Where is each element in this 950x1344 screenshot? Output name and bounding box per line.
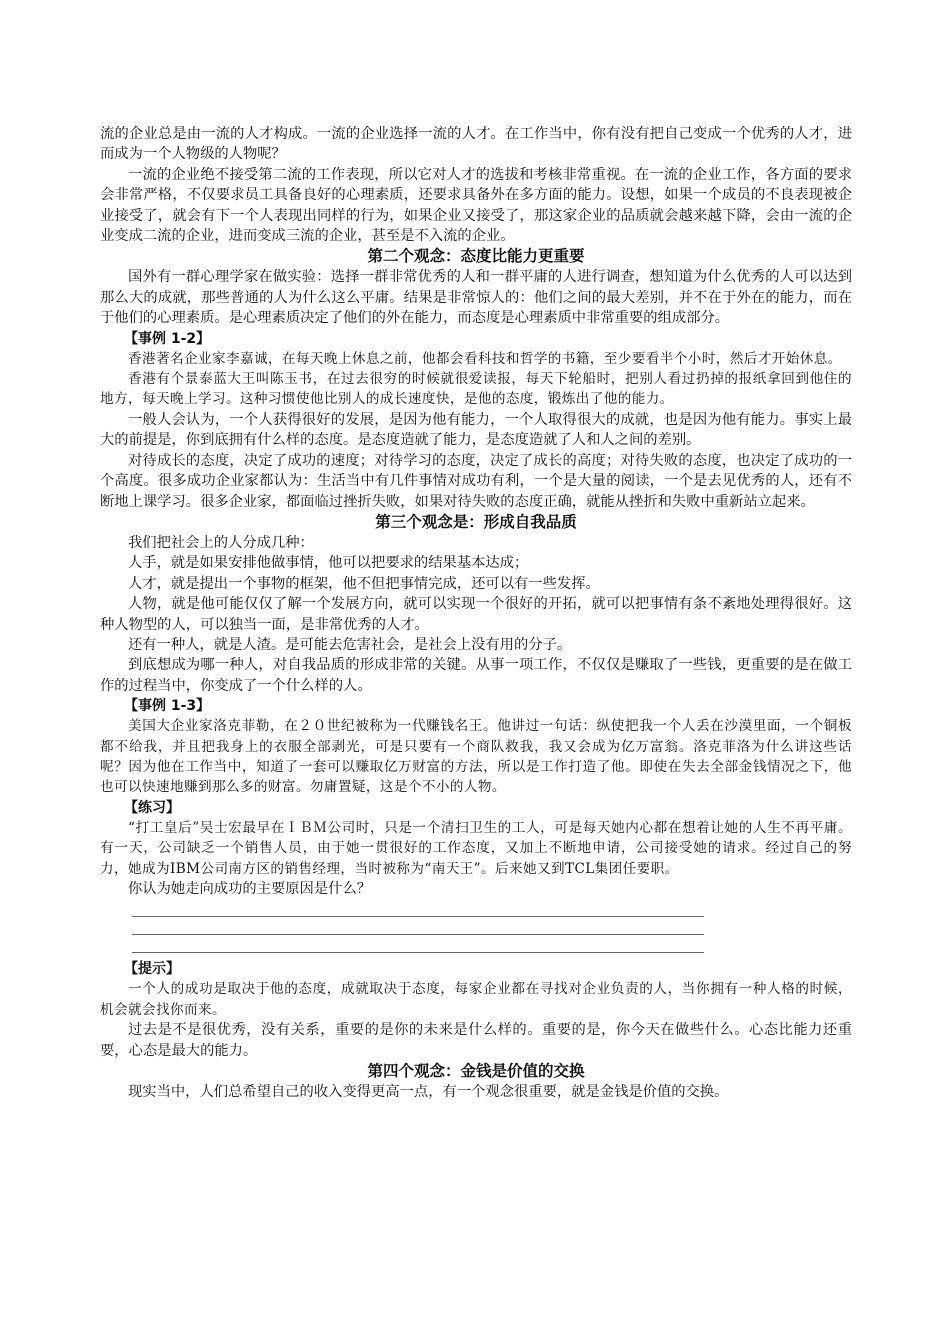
case-1-3-text: 美国大企业家洛克菲勒，在２０世纪被称为一代赚钱名王。他讲过一句话：纵使把我一个人丢在沙漠里面，一个铜板都不给我，并且把我身上的衣服全部剥光，可是只要有一个商队救我，我又会成为亿万富翁。洛克菲洛为什么讲这些话呢？因为他在工作当中，知道了一套可以赚取亿万财富的方法，所以是工作打造了他。即使在失去全部金钱情况之下，他也可以快速地赚到那么多的财富。勿庸置疑，这是个不小的人物。 [100, 718, 852, 796]
section-3-paragraph-5: 还有一种人，就是人渣。是可能去危害社会，是社会上没有用的分子。 [128, 636, 572, 653]
hint-text: 一个人的成功是取决于他的态度，成就取决于态度，每家企业都在寻找对企业负责的人，当你拥有一种人格的时候，机会就会找你而来。 [100, 981, 852, 1018]
section-3-paragraph-6: 到底想成为哪一种人，对自我品质的形成非常的关键。从事一项工作，不仅仅是赚取了一些钱，更重要的是在做工作的过程当中，你变成了一个什么样的人。 [100, 657, 852, 694]
section-2-heading: 第二个观念：态度比能力更重要 [367, 247, 585, 266]
case-1-2-label: 【事例 1-2】 [124, 330, 211, 347]
answer-line-1[interactable] [132, 899, 704, 917]
section-3-heading: 第三个观念是：形成自我品质 [375, 512, 577, 531]
case-1-3-label: 【事例 1-3】 [124, 698, 211, 715]
section-2-paragraph-3: 对待成长的态度，决定了成功的速度；对待学习的态度，决定了成长的高度；对待失败的态度，也决定了成功的一个高度。很多成功企业家都认为：生活当中有几件事情对成功有利，一个是大量的阅读，一个是去见优秀的人，还有不断地上课学习。很多企业家，都面临过挫折失败，如果对待失败的态度正确，就能从挫折和失败中重新站立起来。 [100, 452, 852, 510]
document-page [100, 124, 852, 1102]
section-4-paragraph-1: 现实当中，人们总希望自己的收入变得更高一点，有一个观念很重要，就是金钱是价值的交换。 [128, 1084, 729, 1101]
section-3-paragraph-4: 人物，就是他可能仅仅了解一个发展方向，就可以实现一个很好的开拓，就可以把事情有条不紊地处理得很好。这种人物型的人，可以独当一面，是非常优秀的人才。 [100, 596, 852, 633]
case-1-2-text-2: 香港有个景泰蓝大王叫陈玉书，在过去很穷的时候就很爱读报，每天下轮船时，把别人看过扔掉的报纸拿回到他住的地方，每天晚上学习。这种习惯使他比别人的成长速度快，是他的态度，锻炼出了他的能力。 [100, 371, 852, 408]
hint-label: 【提示】 [124, 961, 180, 978]
section-3-paragraph-2: 人手，就是如果安排他做事情，他可以把要求的结果基本达成； [128, 555, 529, 572]
intro-paragraph-1: 流的企业总是由一流的人才构成。一流的企业选择一流的人才。在工作当中，你有没有把自己变成一个优秀的人才，进而成为一个人物级的人物呢？ [100, 126, 852, 163]
section-2-paragraph-1: 国外有一群心理学家在做实验：选择一群非常优秀的人和一群平庸的人进行调查，想知道为什么优秀的人可以达到那么大的成就，那些普通的人为什么这么平庸。结果是非常惊人的：他们之间的最大差别，并不在于外在的能力，而在于他们的心理素质。是心理素质决定了他们的外在能力，而态度是心理素质中非常重要的组成部分。 [100, 269, 852, 327]
case-1-2-text-1: 香港著名企业家李嘉诚，在每天晚上休息之前，他都会看科技和哲学的书籍，至少要看半个小时，然后才开始休息。 [128, 350, 842, 367]
exercise-question: 你认为她走向成功的主要原因是什么？ [128, 881, 372, 897]
answer-line-3[interactable] [132, 935, 704, 953]
section-3-paragraph-3: 人才，就是提出一个事物的框架，他不但把事情完成，还可以有一些发挥。 [128, 575, 600, 592]
intro-paragraph-2: 一流的企业绝不接受第二流的工作表现，所以它对人才的选拔和考核非常重视。在一流的企业工作，各方面的要求会非常严格，不仅要求员工具备良好的心理素质，还要求具备外在多方面的能力。设想，如果一个成员的不良表现被企业接受了，就会有下一个人表现出同样的行为，如果企业又接受了，那这家企业的品质就会越来越下降，会由一流的企业变成二流的企业，进而变成三流的企业，甚至是不入流的企业。 [100, 166, 852, 245]
answer-line-2[interactable] [132, 917, 704, 935]
exercise-text: “打工皇后”吴士宏最早在ＩＢＭ公司时，只是一个清扫卫生的工人，可是每天她内心都在想着让她的人生不再平庸。有一天，公司缺乏一个销售人员，由于她一贯很好的工作态度，又加上不断地申请，公司接受她的请求。经过自己的努力，她成为IBM公司南方区的销售经理，当时被称为“南天王”。后来她又到TCL集团任要职。 [100, 819, 852, 877]
section-3-paragraph-7: 过去是不是很优秀，没有关系，重要的是你的未来是什么样的。重要的是，你今天在做些什么。心态比能力还重要，心态是最大的能力。 [100, 1022, 852, 1059]
section-4-heading: 第四个观念：金钱是价值的交换 [367, 1062, 585, 1081]
section-3-paragraph-1: 我们把社会上的人分成几种： [128, 534, 314, 551]
section-2-paragraph-2: 一般人会认为，一个人获得很好的发展，是因为他有能力，一个人取得很大的成就，也是因为他有能力。事实上最大的前提是，你到底拥有什么样的态度。是态度造就了能力，是态度造就了人和人之间的差别。 [100, 411, 852, 449]
exercise-label: 【练习】 [124, 799, 180, 816]
